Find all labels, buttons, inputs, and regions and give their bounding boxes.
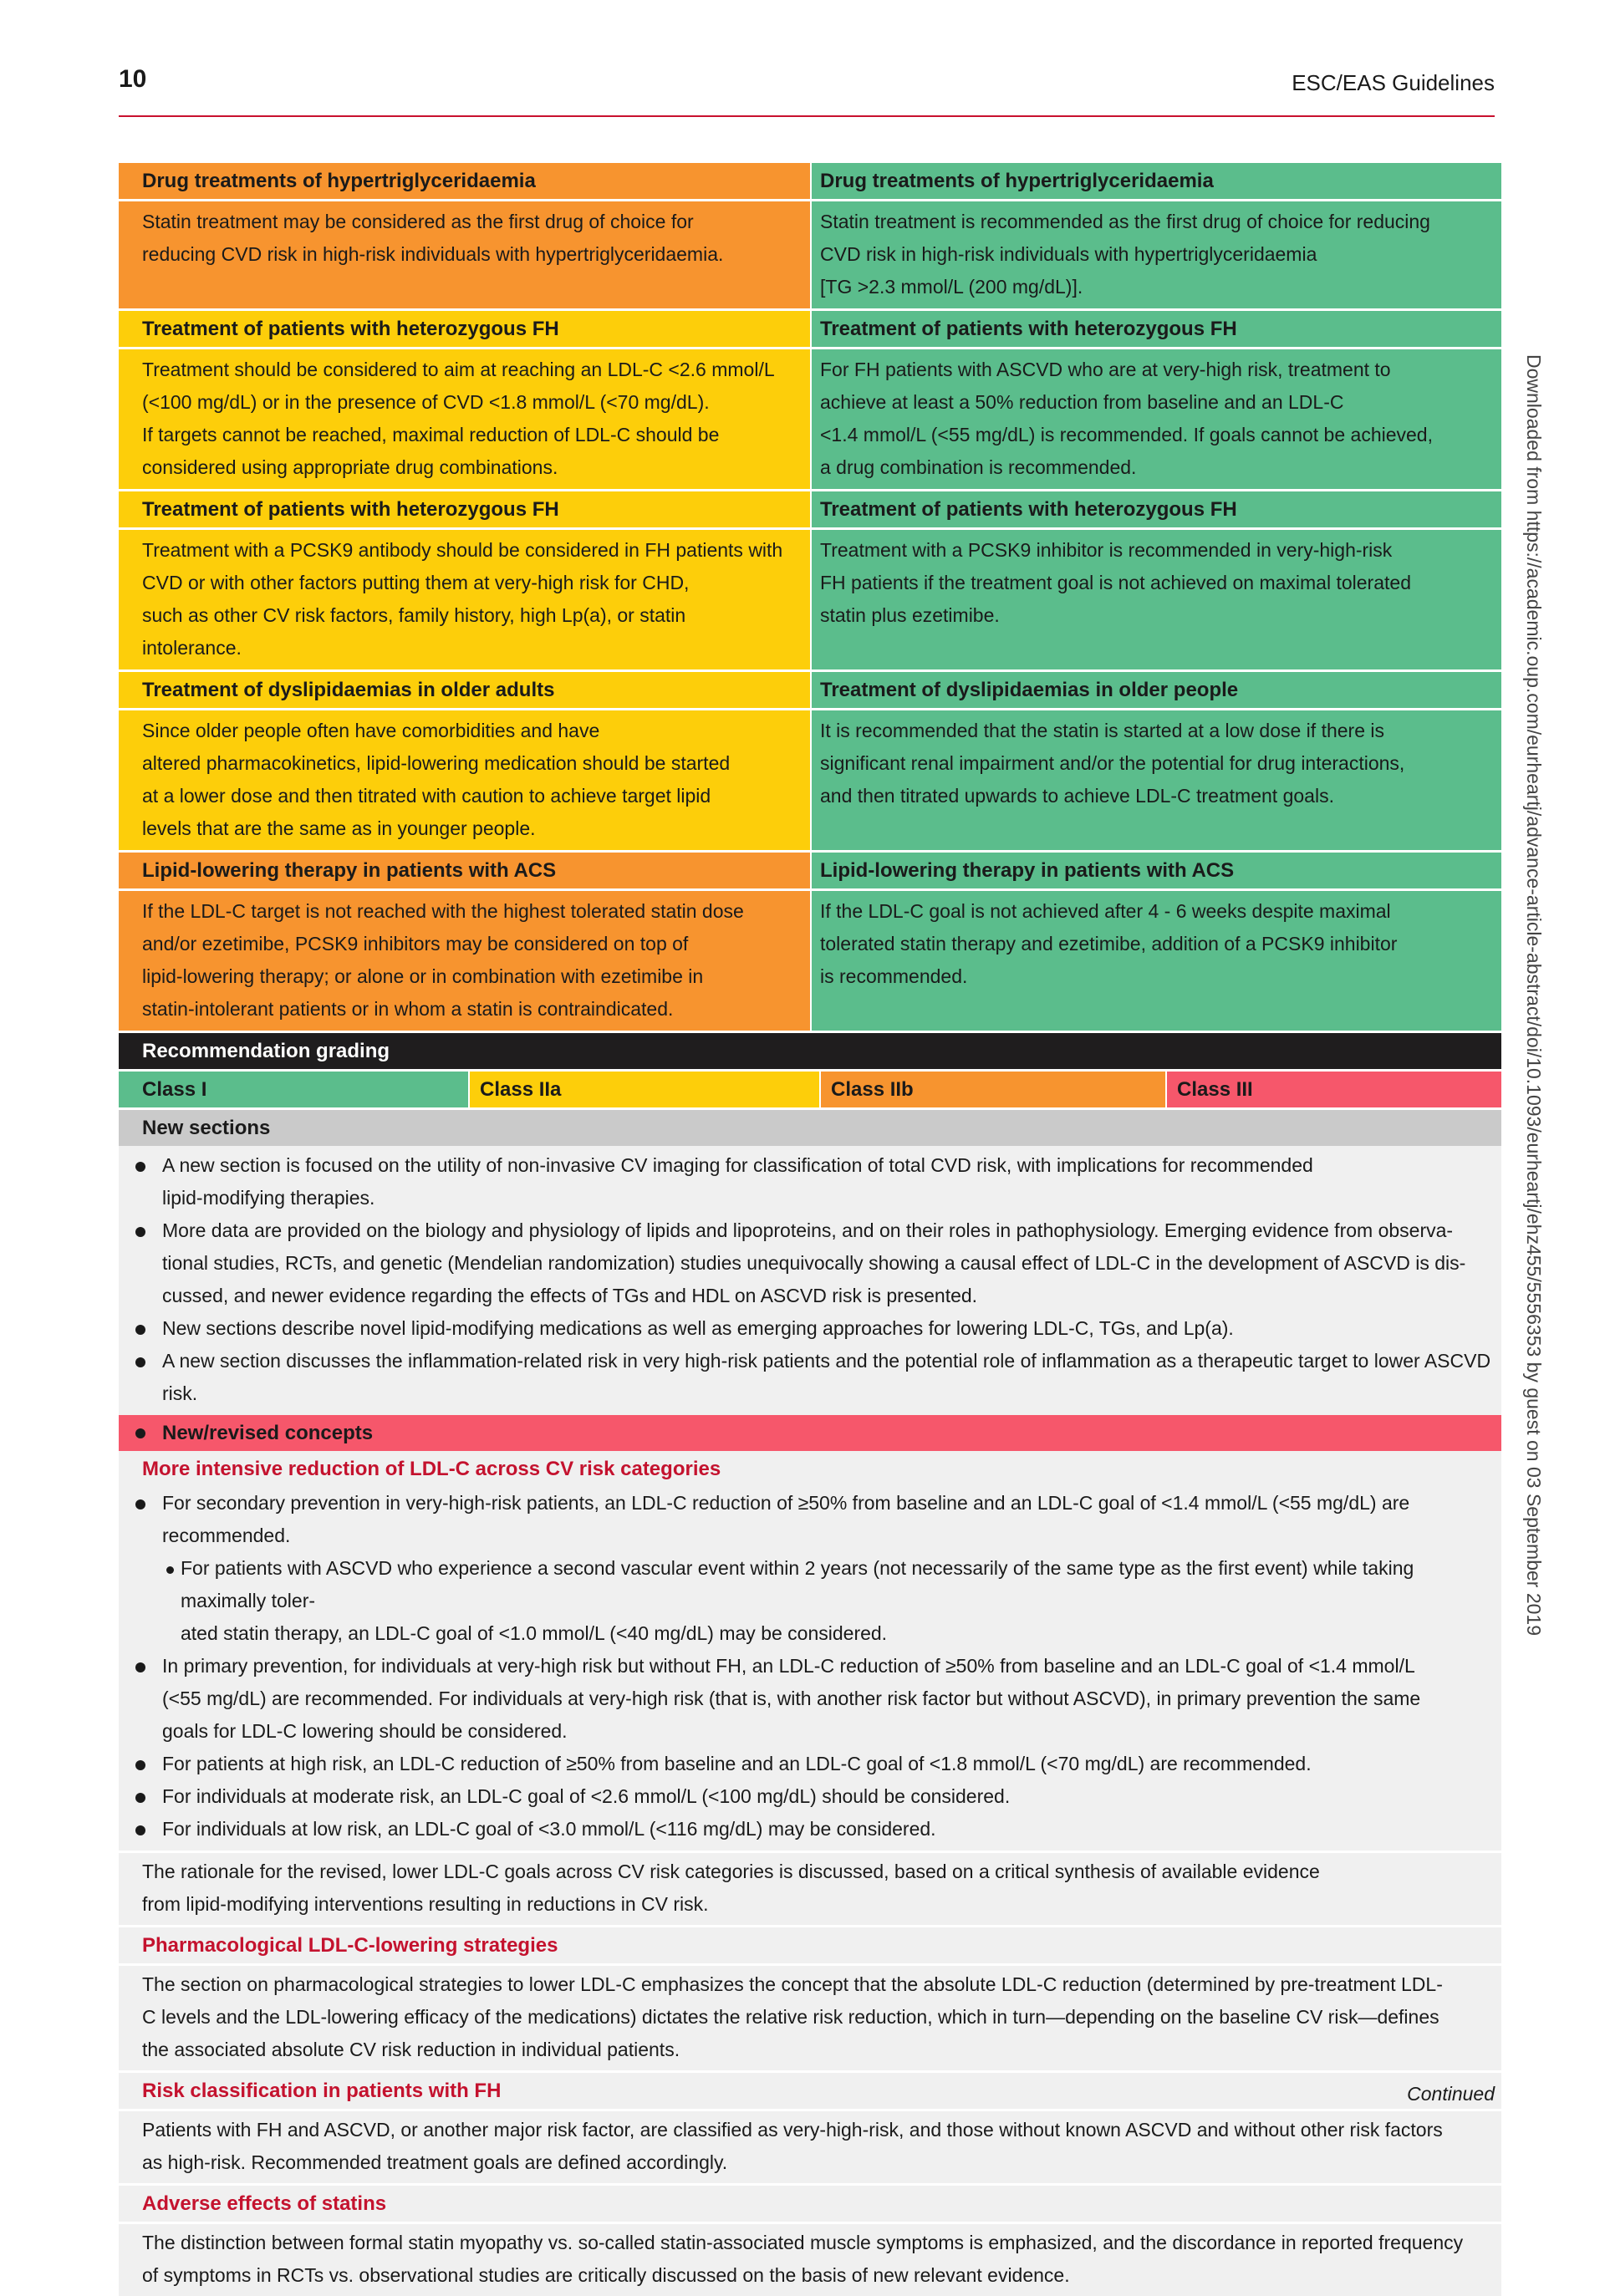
comparison-body-row	[119, 201, 1501, 308]
paragraph: The section on pharmacological strategies to lower LDL-C emphasizes the concept that the absolute LDL-C reduction (determined by pre-treatment LDL- C levels and the LDL-lowering efficacy of the medications) dictates the relative risk reduction, which in turn—depending on the baseline CV risk—defines the associated absolute CV risk reduction in individual patients.	[119, 1966, 1501, 2070]
text-line: is recommended.	[820, 965, 968, 987]
comparison-body-row	[119, 891, 1501, 1031]
paragraph: The distinction between formal statin myopathy vs. so-called statin-associated muscle symptoms is emphasized, and the discordance in reported frequency of symptoms in RCTs vs. observational studies are critically discussed on the basis of new relevant evidence.	[119, 2224, 1501, 2296]
left-cell	[119, 530, 810, 669]
right-header: Treatment of dyslipidaemias in older people	[810, 672, 1501, 708]
text-line: reducing CVD risk in high-risk individuals with hypertriglyceridaemia.	[142, 243, 724, 265]
list-item: For individuals at low risk, an LDL-C goal of <3.0 mmol/L (<116 mg/dL) may be considered.	[119, 1813, 1501, 1845]
running-title: ESC/EAS Guidelines	[1292, 70, 1495, 95]
left-header: Drug treatments of hypertriglyceridaemia	[119, 163, 810, 199]
class-iii-label: Class III	[1165, 1072, 1501, 1107]
right-header: Lipid-lowering therapy in patients with ACS	[810, 853, 1501, 888]
text-line: and/or ezetimibe, PCSK9 inhibitors may be considered on top of	[142, 933, 689, 955]
left-header: Lipid-lowering therapy in patients with ACS	[119, 853, 810, 888]
list-item: A new section discusses the inflammation-related risk in very high-risk patients and the potential role of inflammation as a therapeutic target to lower ASCVD risk.	[119, 1345, 1501, 1410]
text-line: If the LDL-C goal is not achieved after 4 - 6 weeks despite maximal	[820, 900, 1391, 922]
text-line: statin-intolerant patients or in whom a statin is contraindicated.	[142, 998, 674, 1020]
text-line: significant renal impairment and/or the potential for drug interactions,	[820, 752, 1405, 774]
comparison-header-row	[119, 491, 1501, 527]
text-line: CVD or with other factors putting them at very-high risk for CHD,	[142, 572, 690, 593]
text-line: and then titrated upwards to achieve LDL-C treatment goals.	[820, 785, 1334, 807]
continued-note: Continued	[1407, 2083, 1495, 2105]
class-iia-label: Class IIa	[468, 1072, 819, 1107]
comparison-body-row	[119, 710, 1501, 850]
text-line: such as other CV risk factors, family history, high Lp(a), or statin intolerance.	[142, 604, 686, 659]
list-item: More data are provided on the biology and physiology of lipids and lipoproteins, and on their roles in pathophysiology. Emerging evidence from observa- tional studies, RCTs, and genetic (Mendelian randomization) studies unequivocally showing a causal effect of LDL-C in the development of ASCVD is dis- cussed, and newer evidence regarding the effects of TGs and HDL on ASCVD risk is presented.	[119, 1214, 1501, 1312]
text-line: statin plus ezetimibe.	[820, 604, 1000, 626]
comparison-header-row	[119, 163, 1501, 199]
right-header: Treatment of patients with heterozygous FH	[810, 311, 1501, 347]
paragraph: Patients with FH and ASCVD, or another major risk factor, are classified as very-high-risk, and those without known ASCVD and without other risk factors as high-risk. Recommended treatment goals are defined accordingly.	[119, 2111, 1501, 2183]
text-line: (<100 mg/dL) or in the presence of CVD <1.8 mmol/L (<70 mg/dL).	[142, 391, 710, 413]
left-cell	[119, 349, 810, 489]
list-item: For patients at high risk, an LDL-C reduction of ≥50% from baseline and an LDL-C goal of <1.8 mmol/L (<70 mg/dL) are recommended.	[119, 1748, 1501, 1780]
list-item: For individuals at moderate risk, an LDL-C goal of <2.6 mmol/L (<100 mg/dL) should be considered.	[119, 1780, 1501, 1813]
list-item: In primary prevention, for individuals at very-high risk but without FH, an LDL-C reduction of ≥50% from baseline and an LDL-C goal of <1.4 mmol/L (<55 mg/dL) are recommended. For individuals at very-high risk (that is, with another risk factor but without ASCVD), in primary prevention the same goals for LDL-C lowering should be considered.	[119, 1650, 1501, 1748]
comparison-header-row	[119, 853, 1501, 888]
section-title: Risk classification in patients with FH	[119, 2073, 1501, 2109]
grading-legend	[119, 1072, 1501, 1107]
class-iib-label: Class IIb	[819, 1072, 1165, 1107]
text-line: Statin treatment is recommended as the first drug of choice for reducing	[820, 211, 1430, 232]
download-note: Downloaded from https://academic.oup.com/eurheartj/advance-article-abstract/doi/10.1093/eurheartj/ehz455/5556353 by guest on 03 September 2019	[1523, 354, 1545, 1637]
new-sections-title: New sections	[119, 1110, 1501, 1146]
comparison-body-row	[119, 530, 1501, 669]
text-line: altered pharmacokinetics, lipid-lowering medication should be started	[142, 752, 731, 774]
text-line: achieve at least a 50% reduction from baseline and an LDL-C	[820, 391, 1344, 413]
left-cell	[119, 201, 810, 308]
comparison-header-row	[119, 672, 1501, 708]
section-title: Adverse effects of statins	[119, 2186, 1501, 2222]
section-title: More intensive reduction of LDL-C across CV risk categories	[119, 1451, 1501, 1487]
left-header: Treatment of patients with heterozygous FH	[119, 311, 810, 347]
list-item: A new section is focused on the utility of non-invasive CV imaging for classification of total CVD risk, with implications for recommended lipid-modifying therapies.	[119, 1149, 1501, 1214]
comparison-header-row	[119, 311, 1501, 347]
header-rule	[119, 115, 1495, 117]
left-cell	[119, 710, 810, 850]
comparison-body-row	[119, 349, 1501, 489]
list-item: For secondary prevention in very-high-risk patients, an LDL-C reduction of ≥50% from baseline and an LDL-C goal of <1.4 mmol/L (<55 mg/dL) are recommended.	[119, 1487, 1501, 1552]
text-line: at a lower dose and then titrated with caution to achieve target lipid	[142, 785, 711, 807]
text-line: Treatment should be considered to aim at reaching an LDL-C <2.6 mmol/L	[142, 359, 775, 380]
new-sections-list	[119, 1146, 1501, 1415]
text-line: tolerated statin therapy and ezetimibe, addition of a PCSK9 inhibitor	[820, 933, 1398, 955]
section-title: Pharmacological LDL-C-lowering strategies	[119, 1927, 1501, 1963]
right-cell	[810, 530, 1501, 669]
left-header: Treatment of patients with heterozygous FH	[119, 491, 810, 527]
text-line: considered using appropriate drug combinations.	[142, 456, 558, 478]
right-cell	[810, 891, 1501, 1031]
text-line: [TG >2.3 mmol/L (200 mg/dL)].	[820, 276, 1083, 298]
text-line: Treatment with a PCSK9 inhibitor is recommended in very-high-risk	[820, 539, 1393, 561]
sub-list-item: For patients with ASCVD who experience a second vascular event within 2 years (not necessarily of the same type as the first event) while taking maximally toler- ated statin therapy, an LDL-C goal of <1.0 mmol/L (<40 mg/dL) may be considered.	[119, 1552, 1501, 1650]
rationale-paragraph: The rationale for the revised, lower LDL-C goals across CV risk categories is discussed, based on a critical synthesis of available evidence from lipid-modifying interventions resulting in reductions in CV risk.	[119, 1853, 1501, 1925]
text-line: Statin treatment may be considered as the first drug of choice for	[142, 211, 694, 232]
text-line: Since older people often have comorbidities and have	[142, 720, 600, 741]
text-line: lipid-lowering therapy; or alone or in combination with ezetimibe in	[142, 965, 704, 987]
page-number: 10	[119, 65, 147, 93]
text-line: Treatment with a PCSK9 antibody should be considered in FH patients with	[142, 539, 783, 561]
right-cell	[810, 710, 1501, 850]
left-header: Treatment of dyslipidaemias in older adults	[119, 672, 810, 708]
text-line: FH patients if the treatment goal is not achieved on maximal tolerated	[820, 572, 1411, 593]
guidelines-table	[119, 163, 1501, 2296]
text-line: levels that are the same as in younger people.	[142, 817, 536, 839]
left-cell	[119, 891, 810, 1031]
text-line: It is recommended that the statin is started at a low dose if there is	[820, 720, 1384, 741]
right-cell	[810, 349, 1501, 489]
recommendation-grading-title: Recommendation grading	[119, 1033, 1501, 1069]
right-cell	[810, 201, 1501, 308]
text-line: <1.4 mmol/L (<55 mg/dL) is recommended. If goals cannot be achieved,	[820, 424, 1433, 445]
text-line: a drug combination is recommended.	[820, 456, 1137, 478]
text-line: For FH patients with ASCVD who are at very-high risk, treatment to	[820, 359, 1391, 380]
right-header: Treatment of patients with heterozygous FH	[810, 491, 1501, 527]
intensive-list	[119, 1487, 1501, 1851]
list-item: New sections describe novel lipid-modifying medications as well as emerging approaches for lowering LDL-C, TGs, and Lp(a).	[119, 1312, 1501, 1345]
right-header: Drug treatments of hypertriglyceridaemia	[810, 163, 1501, 199]
text-line: CVD risk in high-risk individuals with hypertriglyceridaemia	[820, 243, 1317, 265]
text-line: If targets cannot be reached, maximal reduction of LDL-C should be	[142, 424, 720, 445]
class-i-label: Class I	[119, 1072, 468, 1107]
new-revised-concepts-title: New/revised concepts	[119, 1415, 1501, 1451]
text-line: If the LDL-C target is not reached with the highest tolerated statin dose	[142, 900, 744, 922]
